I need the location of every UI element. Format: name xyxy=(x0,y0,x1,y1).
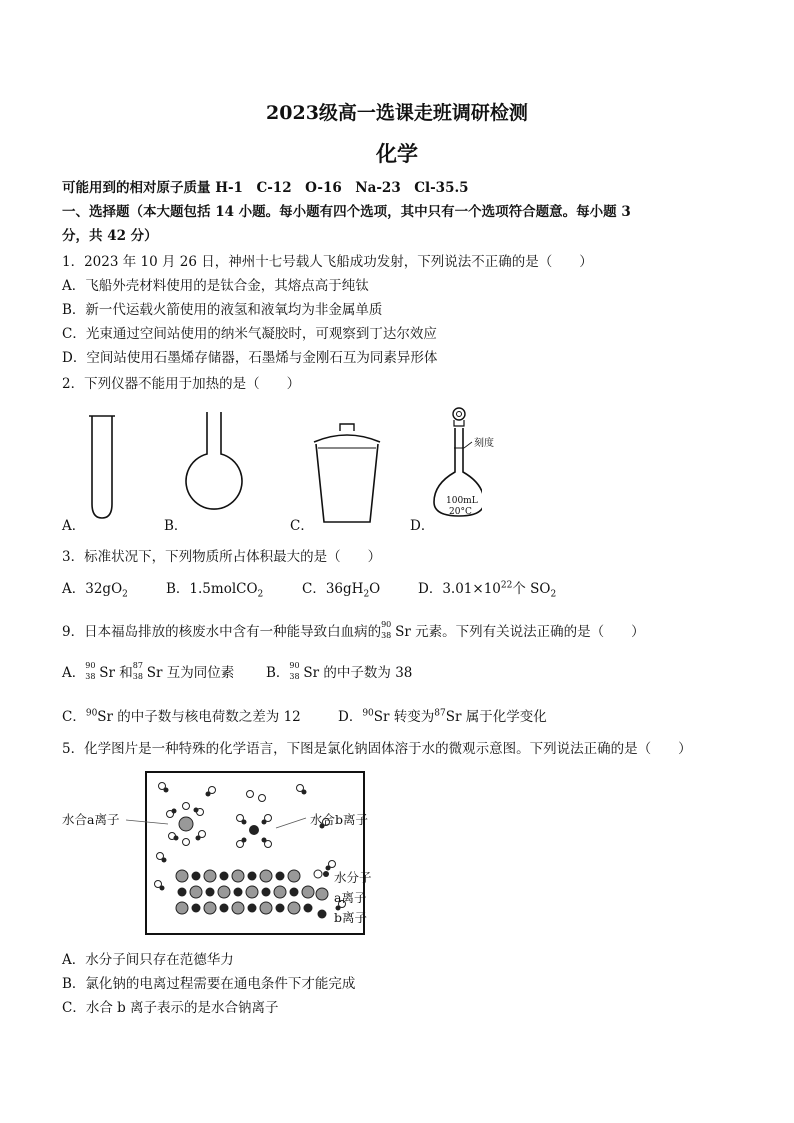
q2-label-d: D． xyxy=(410,518,435,534)
q3-option-b: B．1.5molCO$_2$ xyxy=(166,581,264,600)
q9-option-a: A． 90 38 Sr 和 87 38 Sr 互为同位素 xyxy=(62,660,235,681)
q3-stem: 3．标准状况下，下列物质所占体积最大的是（ ） xyxy=(62,549,382,565)
q9-option-d: D．$^{90}$Sr 转变为$^{87}$Sr 属于化学变化 xyxy=(338,708,547,725)
q1-stem: 1．2023 年 10 月 26 日，神州十七号载人飞船成功发射，下列说法不正确的是（ ） xyxy=(62,254,593,270)
q5-option-b: B．氯化钠的电离过程需要在通电条件下才能完成 xyxy=(62,976,356,992)
q5-option-c: C．水合 b 离子表示的是水合钠离子 xyxy=(62,1000,279,1016)
q5-option-a: A．水分子间只存在范德华力 xyxy=(62,952,234,968)
q9-option-c: C．$^{90}$Sr 的中子数与核电荷数之差为 12 xyxy=(62,708,301,725)
test-tube-drawing xyxy=(89,416,115,518)
beaker-drawing xyxy=(314,424,380,522)
exam-title: 2023级高一选课走班调研检测 xyxy=(266,102,528,124)
q2-label-a: A． xyxy=(62,518,86,534)
round-flask-drawing xyxy=(186,412,242,509)
q9-option-b: B． 90 38 Sr 的中子数为 38 xyxy=(266,660,413,681)
q3-option-c: C．$36gH_2O$ xyxy=(302,581,381,600)
flask-volume: 100mL xyxy=(446,496,478,506)
label-hydrated-b: 水合b离子 xyxy=(310,812,369,827)
legend-markers xyxy=(314,870,329,919)
q2-label-c: C． xyxy=(290,518,314,534)
legend-a-ion: a离子 xyxy=(334,890,367,905)
flask-mark-label: 刻度 xyxy=(474,438,494,449)
legend-b-ion: b离子 xyxy=(334,910,368,925)
legend-water: 水分子 xyxy=(334,870,372,885)
flask-temp: 20°C xyxy=(449,507,472,517)
q1-option-d: D．空间站使用石墨烯存储器，石墨烯与金刚石互为同素异形体 xyxy=(62,350,438,366)
q1-option-b: B．新一代运载火箭使用的液氢和液氧均为非金属单质 xyxy=(62,302,383,318)
subject-title: 化学 xyxy=(376,141,418,166)
q2-stem: 2．下列仪器不能用于加热的是（ ） xyxy=(62,376,301,392)
q3-option-a: A．$32gO_2$ xyxy=(62,581,128,600)
nacl-crystal-lattice xyxy=(176,870,314,914)
q9-stem: 9．日本福岛排放的核废水中含有一种能导致白血病的 90 38 Sr 元素。下列有关说法正确的是（ ） xyxy=(62,619,645,640)
hydrated-b-ion xyxy=(237,791,272,848)
hydrated-a-ion xyxy=(167,803,206,846)
q2-label-b: B． xyxy=(164,518,188,534)
q3-option-d: D．$3.01\times 10^{22}$个 $SO_2$ xyxy=(418,580,557,600)
label-hydrated-a: 水合a离子 xyxy=(62,812,120,827)
apparatus-figure xyxy=(62,402,482,530)
q1-option-a: A．飞船外壳材料使用的是钛合金，其熔点高于纯钛 xyxy=(62,278,369,294)
section1-line2: 分，共 42 分） xyxy=(62,228,158,244)
atomic-masses: 可能用到的相对原子质量 H-1 C-12 O-16 Na-23 Cl-35.5 xyxy=(62,180,469,196)
section1-line1: 一、选择题（本大题包括 14 小题。每小题有四个选项，其中只有一个选项符合题意。每小题 3 xyxy=(62,204,631,220)
q1-option-c: C．光束通过空间站使用的纳米气凝胶时，可观察到丁达尔效应 xyxy=(62,326,437,342)
q5-stem: 5．化学图片是一种特殊的化学语言，下图是氯化钠固体溶于水的微观示意图。下列说法正确的是（ ） xyxy=(62,741,692,757)
